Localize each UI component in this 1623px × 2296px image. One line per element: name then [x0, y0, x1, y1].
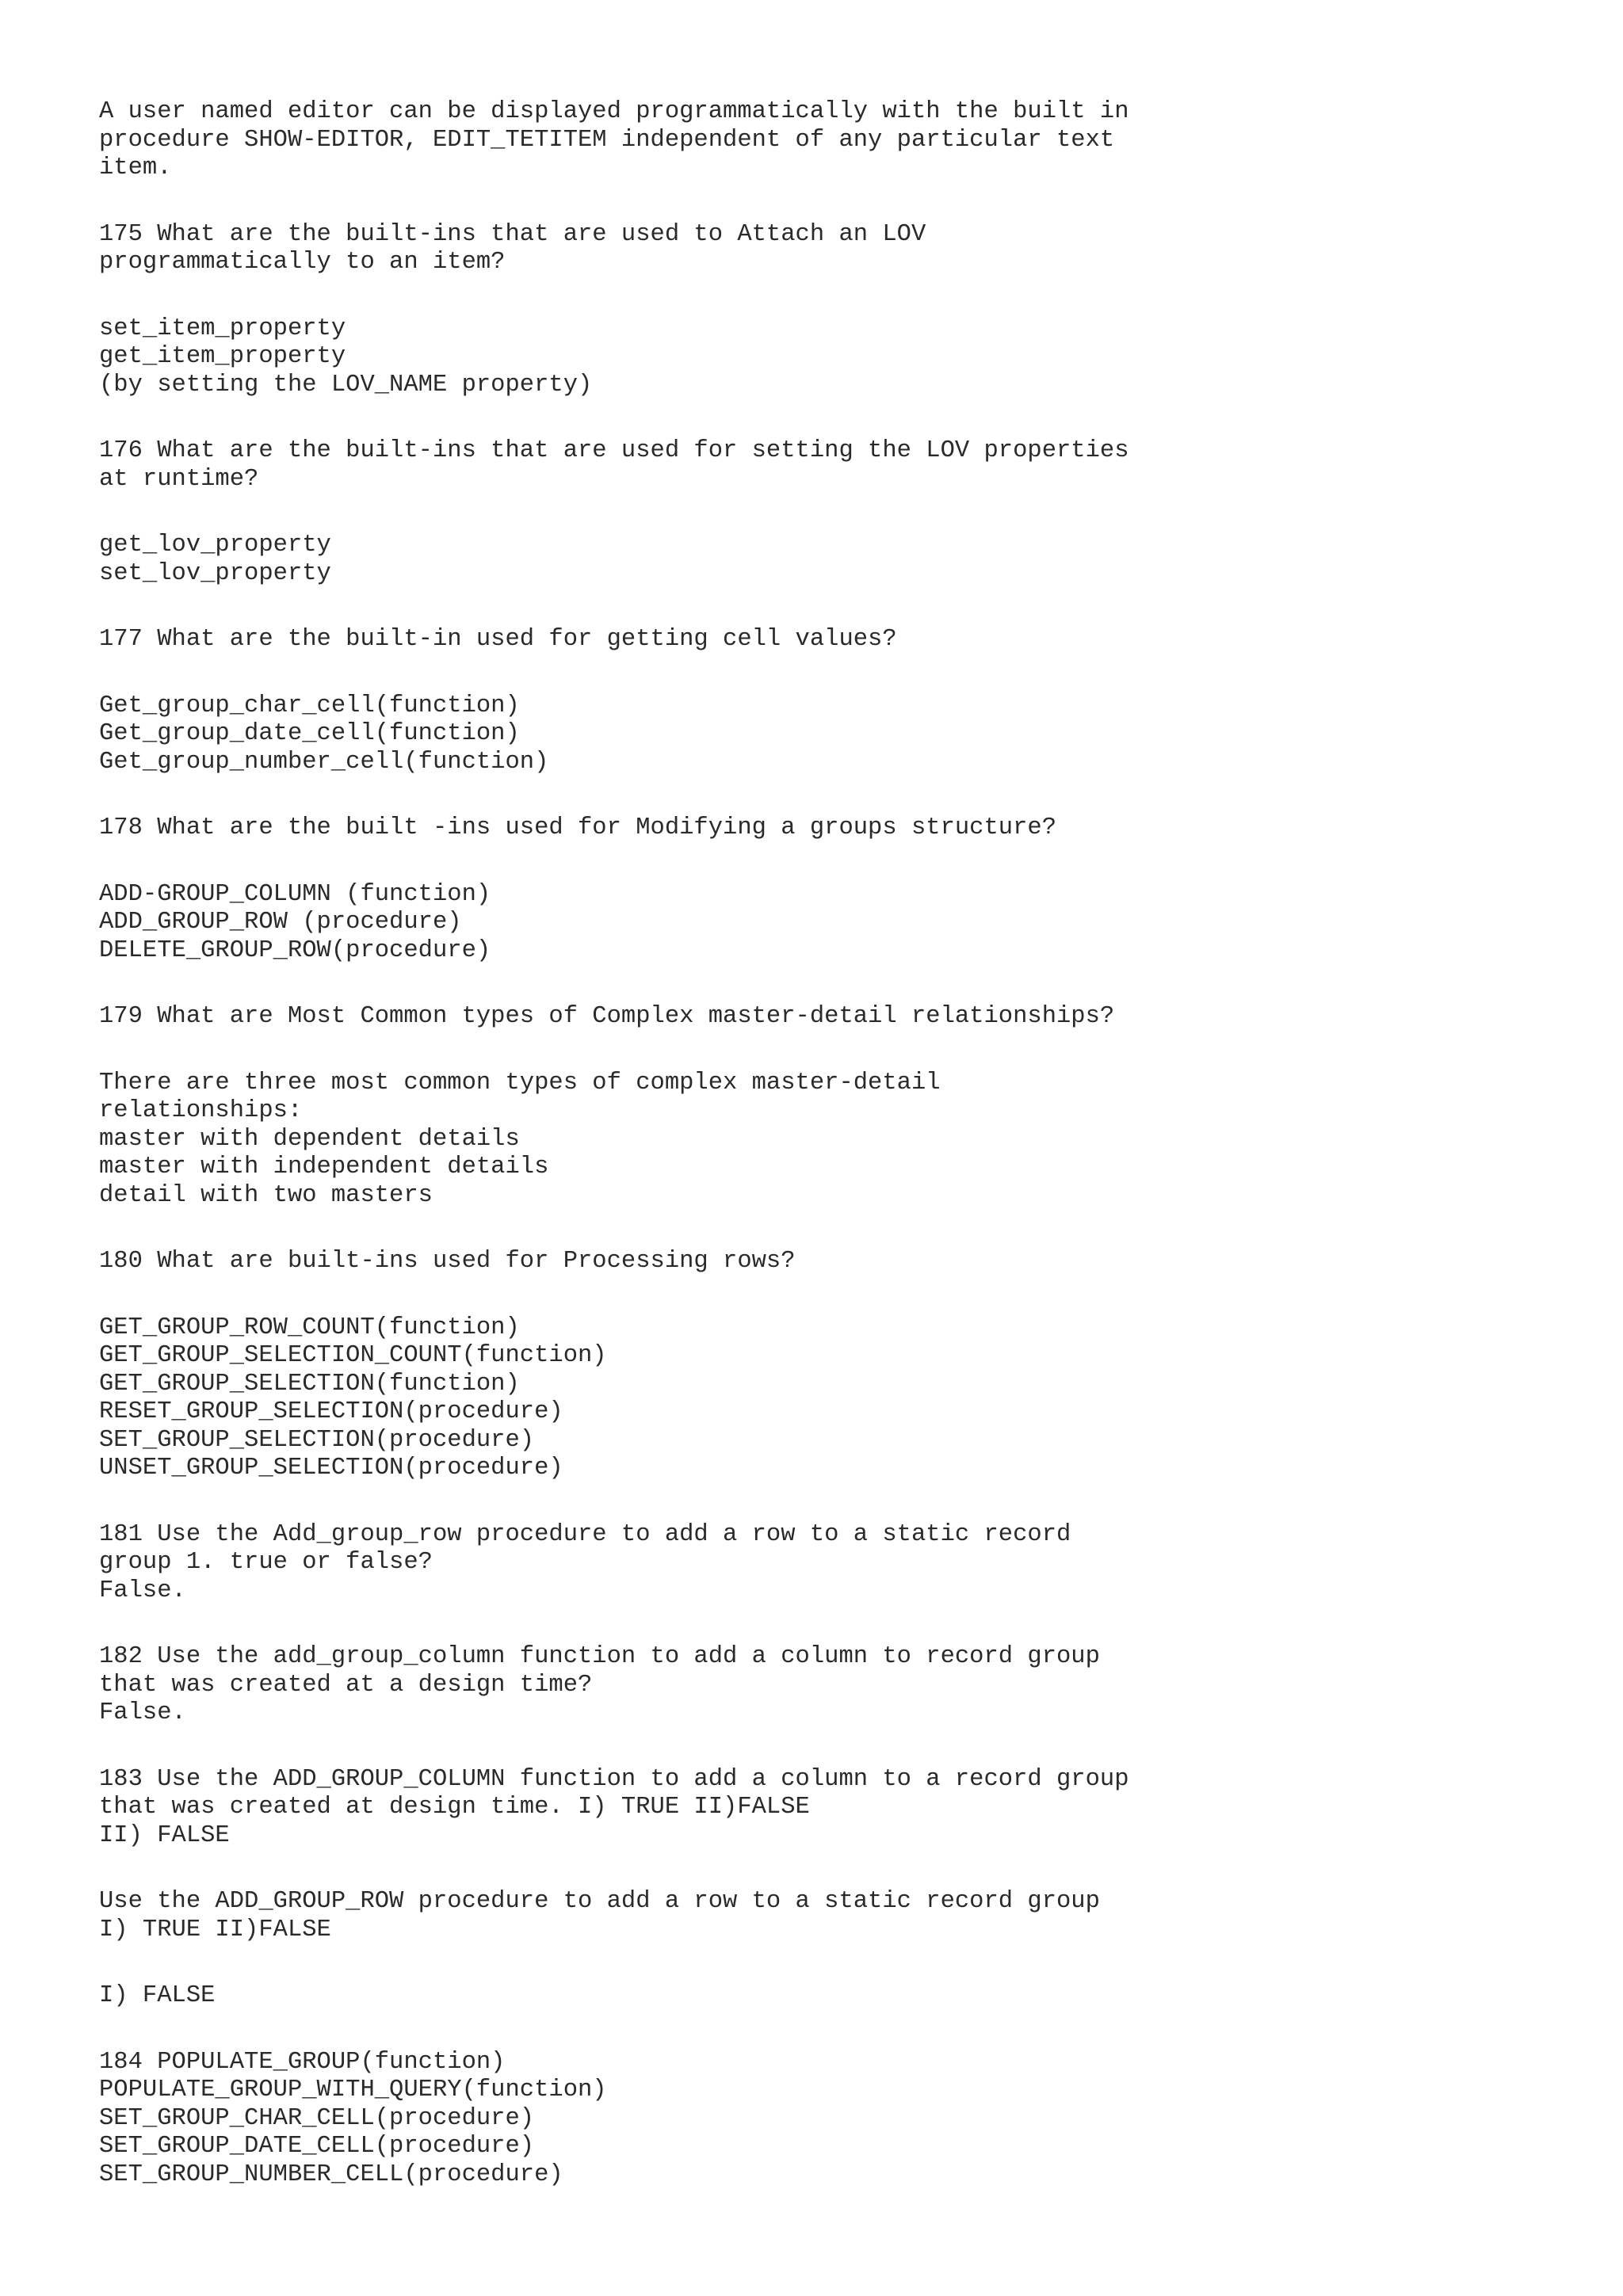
text-line: Get_group_date_cell(function)	[99, 720, 520, 747]
answer-176	[99, 532, 1526, 588]
text-line: Get_group_number_cell(function)	[99, 748, 549, 776]
text-line: 181 Use the Add_group_row procedure to add a row to a static record	[99, 1520, 1071, 1548]
answer-179	[99, 1070, 1526, 1211]
text-line: I) TRUE II)FALSE	[99, 1916, 331, 1943]
question-178	[99, 814, 1526, 843]
question-176	[99, 437, 1526, 494]
text-line: ADD_GROUP_ROW (procedure)	[99, 909, 462, 936]
text-line: GET_GROUP_SELECTION_COUNT(function)	[99, 1342, 607, 1369]
text-line: 182 Use the add_group_column function to add a column to record group	[99, 1643, 1100, 1670]
text-line: POPULATE_GROUP_WITH_QUERY(function)	[99, 2077, 607, 2103]
text-line: programmatically to an item?	[99, 249, 506, 276]
text-line: get_item_property	[99, 343, 346, 370]
answer-175	[99, 315, 1526, 400]
question-175	[99, 221, 1526, 277]
question-179	[99, 1003, 1526, 1032]
text-line: GET_GROUP_ROW_COUNT(function)	[99, 1314, 520, 1341]
text-line: 175 What are the built-ins that are used to Attach an LOV	[99, 220, 926, 248]
text-line: get_lov_property	[99, 532, 331, 559]
text-line: 183 Use the ADD_GROUP_COLUMN function to add a column to a record group	[99, 1765, 1129, 1793]
text-line: set_item_property	[99, 315, 346, 342]
question-177	[99, 626, 1526, 654]
answer-180	[99, 1314, 1526, 1483]
text-line: ADD-GROUP_COLUMN (function)	[99, 880, 491, 908]
text-line: UNSET_GROUP_SELECTION(procedure)	[99, 1455, 563, 1482]
text-line: DELETE_GROUP_ROW(procedure)	[99, 936, 491, 964]
answer-177	[99, 692, 1526, 777]
text-line: procedure SHOW-EDITOR, EDIT_TETITEM independent of any particular text	[99, 126, 1115, 154]
text-line: 184 POPULATE_GROUP(function)	[99, 2048, 506, 2076]
question-182	[99, 1643, 1526, 1728]
question-181	[99, 1521, 1526, 1606]
text-line: A user named editor can be displayed programmatically with the built in	[99, 98, 1129, 125]
text-line: that was created at a design time?	[99, 1671, 593, 1699]
text-line: SET_GROUP_DATE_CELL(procedure)	[99, 2133, 535, 2160]
text-line: 179 What are Most Common types of Complex master-detail relationships?	[99, 1003, 1115, 1030]
text-line: False.	[99, 1699, 186, 1726]
text-line: group 1. true or false?	[99, 1549, 433, 1576]
text-line: detail with two masters	[99, 1181, 433, 1209]
text-line: 176 What are the built-ins that are used for setting the LOV properties	[99, 437, 1129, 464]
text-line: set_lov_property	[99, 559, 331, 587]
item-184	[99, 2049, 1526, 2190]
text-line: at runtime?	[99, 465, 259, 493]
question-183	[99, 1766, 1526, 1851]
answer-178	[99, 881, 1526, 966]
question-180	[99, 1248, 1526, 1276]
paragraph	[99, 98, 1526, 183]
text-line: GET_GROUP_SELECTION(function)	[99, 1370, 520, 1398]
text-line: that was created at design time. I) TRUE II)FALSE	[99, 1794, 810, 1821]
document-page	[99, 98, 1526, 2189]
text-line: 177 What are the built-in used for getting cell values?	[99, 626, 897, 653]
text-line: master with independent details	[99, 1154, 549, 1180]
text-line: master with dependent details	[99, 1125, 520, 1153]
text-line: 178 What are the built -ins used for Modifying a groups structure?	[99, 814, 1056, 841]
text-line: Use the ADD_GROUP_ROW procedure to add a row to a static record group	[99, 1888, 1100, 1915]
text-line: There are three most common types of complex master-detail	[99, 1069, 941, 1097]
question-add-group-row	[99, 1888, 1526, 1944]
text-line: SET_GROUP_NUMBER_CELL(procedure)	[99, 2161, 563, 2188]
text-line: relationships:	[99, 1097, 303, 1124]
text-line: item.	[99, 154, 172, 181]
text-line: SET_GROUP_SELECTION(procedure)	[99, 1426, 535, 1454]
text-line: Get_group_char_cell(function)	[99, 692, 520, 719]
answer-add-group-row	[99, 1982, 1526, 2011]
text-line: SET_GROUP_CHAR_CELL(procedure)	[99, 2104, 535, 2132]
text-line: I) FALSE	[99, 1982, 216, 2009]
text-line: 180 What are built-ins used for Processing rows?	[99, 1248, 796, 1275]
text-line: RESET_GROUP_SELECTION(procedure)	[99, 1398, 563, 1425]
text-line: False.	[99, 1577, 186, 1604]
text-line: II) FALSE	[99, 1821, 230, 1849]
text-line: (by setting the LOV_NAME property)	[99, 371, 593, 399]
